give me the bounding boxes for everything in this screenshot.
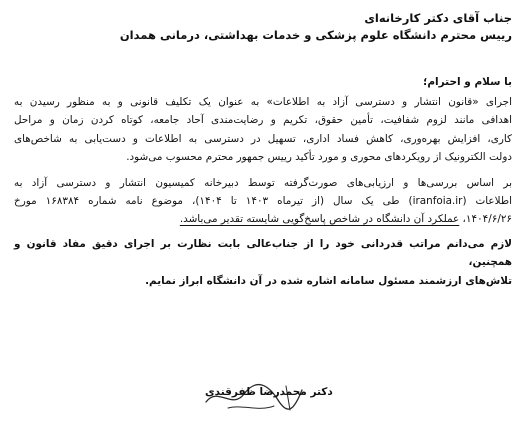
paragraph-1-line: کاری، افزایش بهره‌وری، کاهش فساد اداری، تسهیل در دسترسی به اطلاعات و دست‌یابی به شاخص‌های — [14, 132, 512, 145]
recipient-position: رییس محترم دانشگاه علوم پزشکی و خدمات بهداشتی، درمانی همدان — [119, 28, 512, 42]
signature-block — [0, 380, 530, 420]
paragraph-1-line: دولت الکترونیک از رویکردهای محوری و مورد تأکید رییس جمهور محترم محسوب می‌شود. — [126, 151, 512, 164]
greeting: با سلام و احترام؛ — [423, 76, 512, 88]
letter-reference-date: ۱۴۰۴/۶/۲۶، — [459, 213, 512, 226]
signatory-name: دکتر محمدرضا ظفرقندی — [205, 386, 333, 398]
underlined-appreciation-text: عملکرد آن دانشگاه در شاخص پاسخ‌گویی شایسته تقدیر می‌باشد. — [179, 213, 460, 226]
paragraph-3-line: لازم می‌دانم مراتب قدردانی خود را از جناب‌عالی بابت نظارت بر اجرای دقیق مفاد قانون و همچنین، — [14, 237, 512, 269]
paragraph-2 — [14, 174, 512, 229]
recipient-block — [14, 10, 512, 44]
paragraph-2-line: بر اساس بررسی‌ها و ارزیابی‌های صورت‌گرفته توسط دبیرخانه کمیسیون انتشار و دسترسی آزاد به — [14, 176, 512, 189]
paragraph-2-line: اطلاعات (iranfoia.ir) طی یک سال (از تیرماه ۱۴۰۳ تا ۱۴۰۴)، موضوع نامه شماره ۱۶۸۳۸۴ مورخ — [14, 195, 512, 208]
paragraph-3 — [14, 235, 512, 290]
paragraph-1-line: اهدافی مانند لزوم شفافیت، تأمین حقوق، تکریم و رضایت‌مندی آحاد جامعه، کوتاه کردن زمان و مراحل — [14, 114, 512, 127]
recipient-title: جناب آقای دکتر کارخانه‌ای — [364, 11, 512, 25]
paragraph-2-line — [14, 210, 512, 228]
paragraph-3-line: تلاش‌های ارزشمند مسئول سامانه اشاره شده در آن دانشگاه ابراز نمایم. — [145, 274, 512, 287]
paragraph-1 — [14, 93, 512, 167]
paragraph-1-line: اجرای «قانون انتشار و دسترسی آزاد به اطلاعات» به عنوان یک تکلیف قانونی و به منظور رسیدن به — [14, 96, 512, 108]
